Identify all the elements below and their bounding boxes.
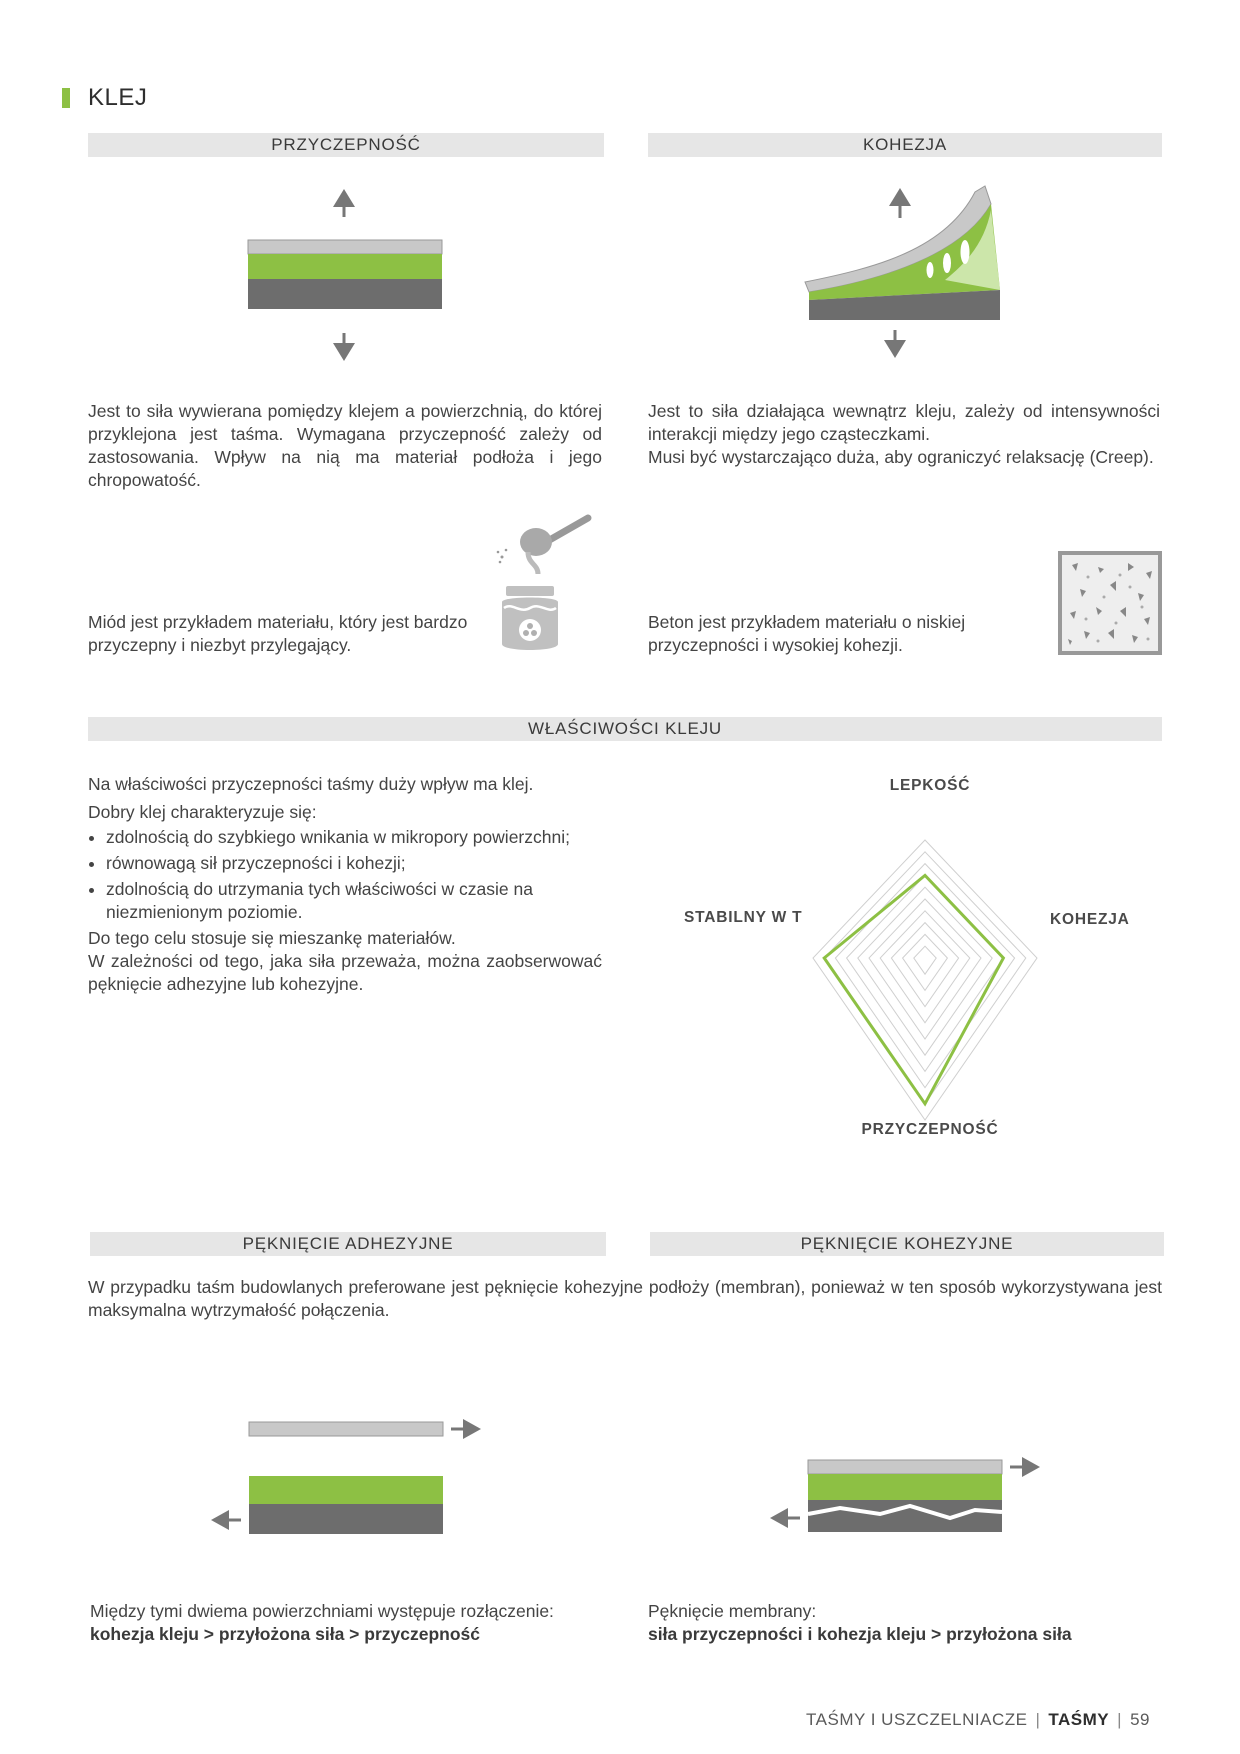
properties-outro-1: Do tego celu stosuje się mieszankę materiałów.: [88, 928, 456, 948]
radar-grid-ring: [869, 899, 981, 1039]
radar-axis-label-top: LEPKOŚĆ: [889, 777, 971, 794]
cohesion-diagram: [795, 180, 1010, 365]
arrow-right-icon: [1010, 1457, 1040, 1477]
page-footer: [806, 1710, 1150, 1730]
properties-list: [88, 826, 602, 924]
honey-example-text: Miód jest przykładem materiału, który jest bardzo przyczepny i niezbyt przylegający.: [88, 612, 468, 655]
properties-header: WŁAŚCIWOŚCI KLEJU: [88, 717, 1162, 741]
radar-grid-ring: [824, 852, 1026, 1104]
substrate-layer: [248, 279, 442, 309]
section-title: [62, 84, 147, 112]
radar-grid-ring: [835, 864, 1014, 1088]
radar-chart: [790, 800, 1060, 1130]
properties-lead: Dobry klej charakteryzuje się:: [88, 802, 317, 822]
list-item: • zdolnością do utrzymania tych właściwości w czasie na niezmienionym poziomie.: [106, 878, 602, 924]
cohesive-failure-header: PĘKNIĘCIE KOHEZYJNE: [650, 1232, 1164, 1256]
cohesive-caption-text: Pęknięcie membrany:: [648, 1601, 817, 1621]
radar-grid-ring: [813, 840, 1037, 1120]
footer-category: TAŚMY I USZCZELNIACZE: [806, 1710, 1028, 1729]
failure-description: W przypadku taśm budowlanych preferowane jest pęknięcie kohezyjne podłoży (membran), ponieważ w ten sposób wykorzystywana jest maksymalna wytrzymałość połączenia.: [88, 1277, 1162, 1320]
cohesion-description-line-1: Jest to siła działająca wewnątrz kleju, zależy od intensywności interakcji między jego cząsteczkami.: [648, 401, 1160, 444]
concrete-block-icon: [1058, 551, 1162, 655]
adhesion-diagram: [230, 185, 460, 365]
adhesive-failure-header: PĘKNIĘCIE ADHEZYJNE: [90, 1232, 606, 1256]
arrow-up-icon: [333, 189, 355, 217]
list-item: • zdolnością do szybkiego wnikania w mikropory powierzchni;: [106, 826, 602, 849]
page-number: 59: [1130, 1710, 1150, 1729]
arrow-left-icon: [211, 1510, 241, 1530]
adhesive-formula: kohezja kleju > przyłożona siła > przyczepność: [90, 1624, 480, 1644]
substrate-layer: [249, 1504, 443, 1534]
concrete-example-text: Beton jest przykładem materiału o niskiej przyczepności i wysokiej kohezji.: [648, 612, 966, 655]
adhesion-header: PRZYCZEPNOŚĆ: [88, 133, 604, 157]
radar-axis-label-left: STABILNY W T: [684, 909, 803, 926]
adhesive-layer: [808, 1474, 1002, 1500]
arrow-left-icon: [770, 1508, 800, 1528]
section-heading: KLEJ: [88, 84, 148, 111]
radar-axis-label-bottom: PRZYCZEPNOŚĆ: [861, 1121, 999, 1138]
cohesive-failure-diagram: [760, 1448, 1050, 1538]
cohesion-description-line-2: Musi być wystarczająco duża, aby ograniczyć relaksację (Creep).: [648, 447, 1154, 467]
detached-tape-layer: [249, 1422, 443, 1436]
footer-separator: |: [1117, 1710, 1123, 1729]
membrane-layer: [808, 1500, 1002, 1532]
radar-axis-label-right: KOHEZJA: [1050, 911, 1130, 928]
adhesive-layer: [248, 254, 442, 279]
adhesive-caption-text: Między tymi dwiema powierzchniami występuje rozłączenie:: [90, 1601, 554, 1621]
section-marker: [62, 88, 70, 108]
cohesion-description: [648, 400, 1160, 469]
properties-text: [88, 773, 602, 996]
radar-grid-ring: [914, 946, 936, 974]
arrow-up-icon: [889, 188, 911, 218]
adhesive-failure-caption: [90, 1600, 610, 1646]
list-item: • równowagą sił przyczepności i kohezji;: [106, 852, 602, 875]
cohesion-header: KOHEZJA: [648, 133, 1162, 157]
footer-section: TAŚMY: [1048, 1710, 1110, 1729]
arrow-down-icon: [333, 333, 355, 361]
adhesive-failure-diagram: [205, 1410, 485, 1540]
arrow-down-icon: [884, 330, 906, 358]
adhesion-description: Jest to siła wywierana pomiędzy klejem a powierzchnią, do której przyklejona jest taśma. Wymagana przyczepność zależy od zastosowania. Wpływ na nią ma materiał podłoża i jego chropowatość.: [88, 401, 602, 490]
properties-outro-2: W zależności od tego, jaka siła przeważa, można zaobserwować pęknięcie adhezyjne lub kohezyjne.: [88, 951, 602, 994]
adhesive-layer: [249, 1476, 443, 1504]
footer-separator: |: [1035, 1710, 1041, 1729]
tape-carrier-layer: [808, 1460, 1002, 1474]
radar-grid: [813, 840, 1037, 1120]
properties-intro: Na właściwości przyczepności taśmy duży wpływ ma klej.: [88, 774, 534, 794]
cohesive-formula: siła przyczepności i kohezja kleju > przyłożona siła: [648, 1624, 1072, 1644]
arrow-right-icon: [451, 1419, 481, 1439]
tape-carrier-layer: [248, 240, 442, 254]
cohesive-failure-caption: [648, 1600, 1168, 1646]
honey-jar-icon: [488, 512, 598, 657]
radar-grid-ring: [903, 934, 948, 990]
